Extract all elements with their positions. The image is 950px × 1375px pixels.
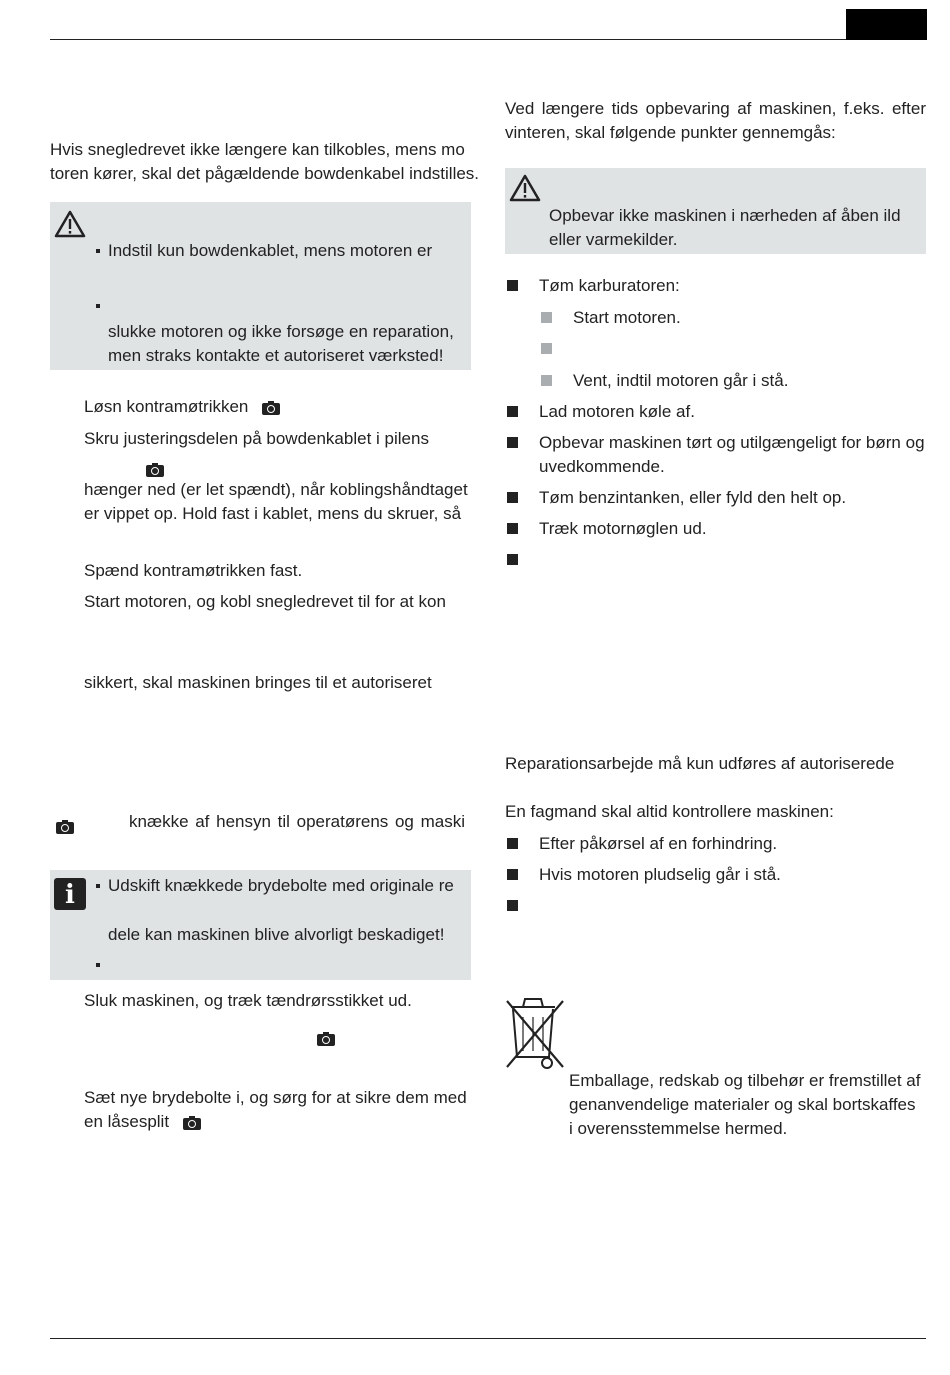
disposal-line-3: i overensstemmelse hermed. — [569, 1119, 788, 1138]
footer-rule — [50, 1338, 926, 1339]
list-bullet — [507, 523, 518, 534]
shear-bolt-text: knække af hensyn til operatørens og maski — [129, 812, 465, 831]
warning-bullet-2-line-2: slukke motoren og ikke forsøge en reparation, — [108, 322, 454, 341]
step-stop-machine: Sluk maskinen, og træk tændrørsstikket ud. — [84, 991, 412, 1010]
list-bullet — [507, 492, 518, 503]
page-tab-marker — [846, 9, 927, 40]
step-insert-bolts-line-2 — [84, 1110, 202, 1134]
bullet-dot — [96, 304, 100, 308]
sub-bullet — [541, 343, 552, 354]
list-bullet — [507, 554, 518, 565]
storage-warning-line-2: eller varmekilder. — [549, 230, 678, 249]
storage-warning-line-1: Opbevar ikke maskinen i nærheden af åben ild — [549, 206, 901, 225]
warning-triangle-icon — [54, 210, 86, 238]
warning-bullet-2-line-3: men straks kontakte et autoriseret værksted! — [108, 346, 444, 365]
storage-subitem-start-motor: Start motoren. — [573, 308, 681, 327]
storage-item-empty-carburetor: Tøm karburatoren: — [539, 276, 680, 295]
info-icon: i — [54, 878, 86, 910]
left-intro-line-1: Hvis snegledrevet ikke længere kan tilkobles, mens mo — [50, 140, 465, 159]
storage-intro-line-2: vinteren, skal følgende punkter gennemgås: — [505, 123, 836, 142]
step-screw-adjuster-line-1: Skru justeringsdelen på bowdenkablet i pilens — [84, 429, 429, 448]
list-bullet — [507, 869, 518, 880]
sub-bullet — [541, 312, 552, 323]
step-screw-adjuster-line-3: hænger ned (er let spændt), når koblingshåndtaget — [84, 480, 468, 499]
camera-icon — [182, 1116, 202, 1130]
camera-icon — [261, 401, 281, 415]
info-box-shear-bolts — [50, 870, 471, 980]
list-bullet — [507, 838, 518, 849]
bullet-dot — [96, 884, 100, 888]
header-rule — [50, 39, 926, 40]
camera-icon — [145, 463, 165, 477]
step-screw-adjuster-line-4: er vippet op. Hold fast i kablet, mens du skruer, så — [84, 504, 462, 523]
list-bullet — [507, 280, 518, 291]
camera-icon — [316, 1032, 336, 1046]
list-bullet — [507, 406, 518, 417]
storage-intro-line-1: Ved længere tids opbevaring af maskinen, f.eks. efter — [505, 99, 926, 118]
warning-box-bowden — [50, 202, 471, 370]
storage-item-fuel-tank: Tøm benzintanken, eller fyld den helt op. — [539, 488, 847, 507]
disposal-line-1: Emballage, redskab og tilbehør er fremstillet af — [569, 1071, 921, 1090]
figure-ref — [316, 1026, 336, 1050]
list-bullet — [507, 437, 518, 448]
bullet-dot — [96, 963, 100, 967]
storage-item-store-dry-line-2: uvedkommende. — [539, 457, 665, 476]
step-start-motor-line-4: sikkert, skal maskinen bringes til et autoriseret — [84, 673, 432, 692]
left-intro-line-2: toren kører, skal det pågældende bowdenkabel indstilles. — [50, 164, 480, 183]
list-bullet — [507, 900, 518, 911]
storage-item-cool-motor: Lad motoren køle af. — [539, 402, 695, 421]
sub-bullet — [541, 375, 552, 386]
figure-ref — [55, 814, 75, 838]
camera-icon — [55, 820, 75, 834]
warning-triangle-icon — [509, 174, 541, 202]
step-text: Løsn kontramøtrikken — [84, 397, 249, 416]
bullet-dot — [96, 249, 100, 253]
storage-item-store-dry-line-1: Opbevar maskinen tørt og utilgængeligt for børn og — [539, 433, 925, 452]
step-insert-bolts-line-1: Sæt nye brydebolte i, og sørg for at sikre dem med — [84, 1088, 467, 1107]
step-tighten-locknut: Spænd kontramøtrikken fast. — [84, 561, 303, 580]
disposal-line-2: genanvendelige materialer og skal bortskaffes — [569, 1095, 916, 1114]
warning-box-storage — [505, 168, 926, 254]
storage-subitem-wait: Vent, indtil motoren går i stå. — [573, 371, 789, 390]
warning-bullet-1: Indstil kun bowdenkablet, mens motoren er — [108, 241, 433, 260]
repair-text: Reparationsarbejde må kun udføres af autoriserede — [505, 754, 895, 773]
info-bullet-1-line-3: dele kan maskinen blive alvorligt beskadiget! — [108, 925, 445, 944]
storage-item-remove-key: Træk motornøglen ud. — [539, 519, 707, 538]
step-text: en låsesplit — [84, 1112, 170, 1131]
recycle-bin-crossed-icon — [503, 995, 567, 1073]
info-bullet-1: Udskift knækkede brydebolte med originale re — [108, 876, 454, 895]
check-item-obstacle: Efter påkørsel af en forhindring. — [539, 834, 778, 853]
step-loosen-locknut — [84, 395, 281, 419]
check-item-motor-stops: Hvis motoren pludselig går i stå. — [539, 865, 781, 884]
step-start-motor: Start motoren, og kobl snegledrevet til for at kon — [84, 592, 446, 611]
check-intro: En fagmand skal altid kontrollere maskinen: — [505, 802, 834, 821]
